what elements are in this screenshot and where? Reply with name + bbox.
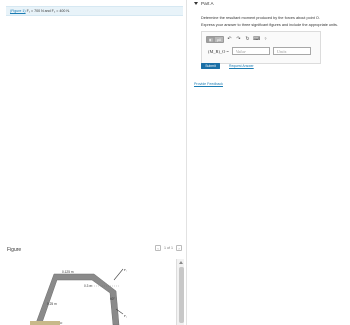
- figure-pager: [155, 245, 182, 251]
- help-button[interactable]: ?: [264, 37, 267, 41]
- format-group: [206, 36, 224, 43]
- given-text: F₁ = 700 N and F₂ = 400 N.: [26, 9, 70, 13]
- chevron-right-icon[interactable]: ›: [176, 245, 182, 251]
- figure-page-count: 1 of 1: [164, 246, 173, 250]
- f2-label: F₂: [124, 314, 128, 318]
- units-input[interactable]: Units: [273, 47, 311, 55]
- provide-feedback-link[interactable]: Provide Feedback: [194, 82, 223, 86]
- answer-toolbar: [206, 36, 269, 43]
- figure-diagram: [30, 263, 175, 325]
- scroll-thumb[interactable]: [179, 267, 184, 323]
- angle-label: 60°: [110, 297, 115, 301]
- figure-label: Figure: [7, 247, 22, 253]
- dim-label-a: 0.125 m: [62, 270, 74, 274]
- f1-label: F₁: [124, 268, 128, 272]
- answer-input-row: [208, 47, 311, 55]
- question-text: Determine the resultant moment produced by the forces about point O.: [201, 16, 320, 20]
- dim-label-b: 0.3 m: [84, 284, 92, 288]
- keyboard-icon[interactable]: ⌨: [253, 36, 261, 42]
- submit-button[interactable]: Submit: [201, 63, 220, 69]
- f1-vector: [114, 269, 123, 280]
- chevron-left-icon[interactable]: ‹: [155, 245, 161, 251]
- dim-label-c: 0.25 m: [47, 302, 57, 306]
- right-pane: [187, 0, 350, 325]
- templates-icon[interactable]: ▮▯: [207, 37, 215, 43]
- part-title: Part A: [201, 1, 214, 6]
- symbols-button[interactable]: μA: [216, 38, 222, 42]
- request-answer-link[interactable]: Request Answer: [229, 64, 254, 68]
- instruction-text: Express your answer to three significant figures and include the appropriate units.: [201, 23, 338, 27]
- bent-member: [36, 274, 119, 325]
- value-input[interactable]: Value: [232, 47, 270, 55]
- answer-lhs: (M_R)_O =: [208, 48, 229, 54]
- given-bar: [6, 6, 183, 16]
- point-o-label: O: [60, 321, 63, 325]
- figure-link[interactable]: (Figure 1): [10, 9, 26, 13]
- part-header[interactable]: [194, 1, 214, 6]
- scroll-up-icon[interactable]: [179, 261, 183, 264]
- redo-icon[interactable]: ↷: [236, 36, 241, 42]
- answer-box: [201, 31, 321, 64]
- support-ground: [30, 321, 60, 325]
- undo-icon[interactable]: ↶: [227, 36, 232, 42]
- collapse-icon[interactable]: [194, 2, 198, 5]
- reset-icon[interactable]: ↻: [245, 36, 250, 42]
- figure-scrollbar[interactable]: [176, 259, 184, 325]
